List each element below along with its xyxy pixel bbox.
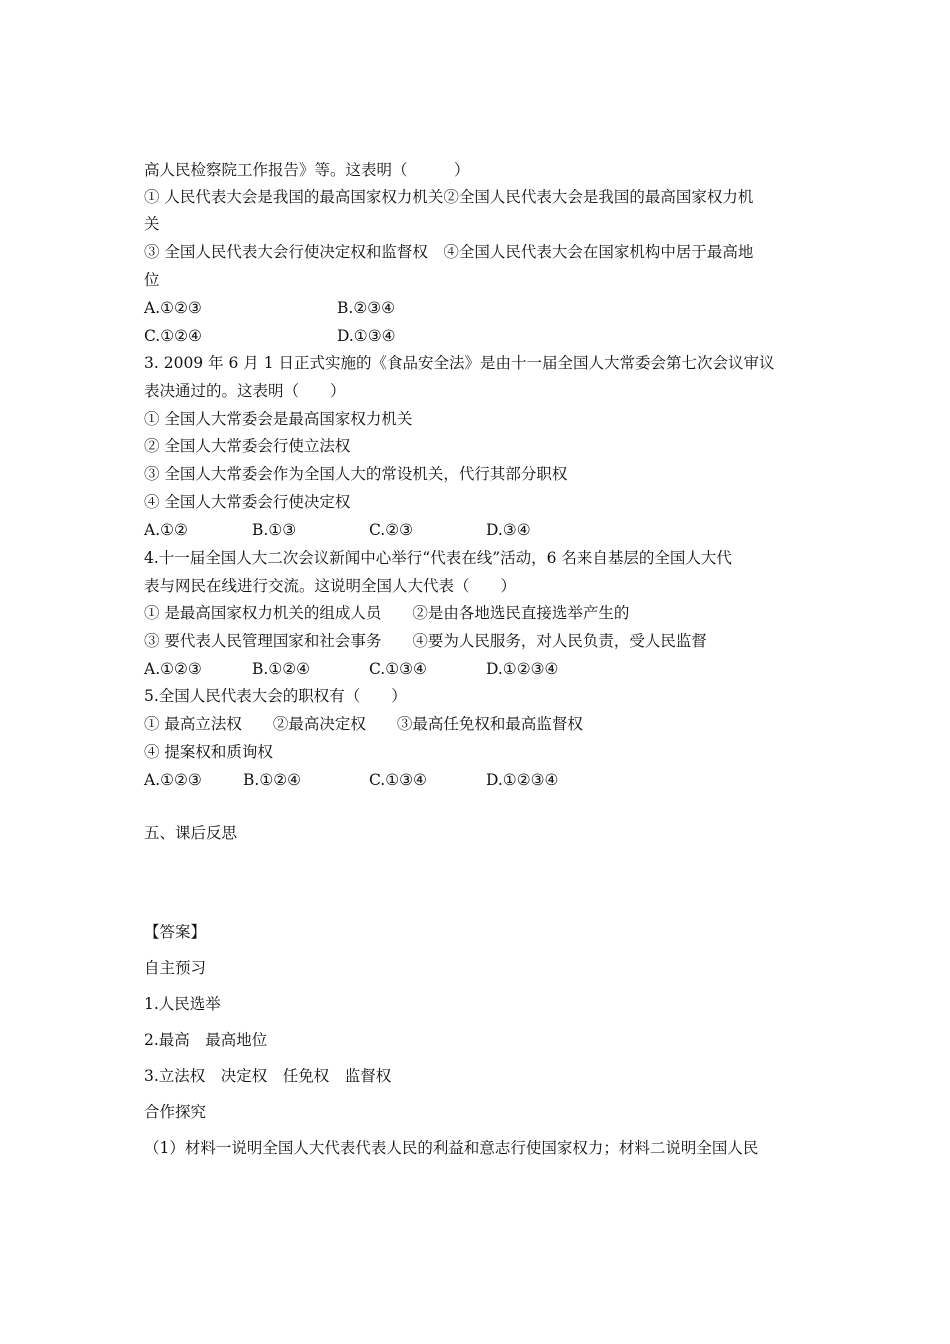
text-line: 表决通过的。这表明（ ） (144, 382, 346, 400)
text-line: 合作探究 (144, 1103, 207, 1121)
text-line: ④ 全国人大常委会行使决定权 (144, 493, 351, 511)
text-line: （1）材料一说明全国人大代表代表人民的利益和意志行使国家权力；材料二说明全国人民 (144, 1139, 759, 1157)
text-line: 高人民检察院工作报告》等。这表明（ ） (144, 161, 470, 179)
text-line: ② 全国人大常委会行使立法权 (144, 437, 351, 455)
text-line: 自主预习 (144, 959, 207, 977)
text-line: 位 (144, 271, 160, 289)
question-3: 3. 2009 年 6 月 1 日正式实施的《食品安全法》是由十一届全国人大常委会第七次会议审议 (144, 354, 775, 372)
text-line: ① 全国人大常委会是最高国家权力机关 (144, 410, 413, 428)
option-d: D.①③④ (337, 327, 396, 345)
option-a: A.①②③ (144, 299, 202, 317)
text-line: ③ 要代表人民管理国家和社会事务 ④要为人民服务，对人民负责，受人民监督 (144, 632, 707, 650)
text-line: 关 (144, 215, 160, 233)
option-c: C.②③ (369, 521, 414, 539)
option-c: C.①③④ (369, 771, 427, 789)
option-a: A.①②③ (144, 660, 202, 678)
text-line: ③ 全国人大常委会作为全国人大的常设机关，代行其部分职权 (144, 465, 568, 483)
text-line: 2.最高 最高地位 (144, 1031, 268, 1049)
option-d: D.①②③④ (486, 771, 559, 789)
option-c: C.①②④ (144, 327, 202, 345)
option-b: B.①②④ (252, 660, 311, 678)
text-line: 表与网民在线进行交流。这说明全国人大代表（ ） (144, 577, 517, 595)
question-5: 5.全国人民代表大会的职权有（ ） (144, 687, 407, 705)
option-c: C.①③④ (369, 660, 427, 678)
option-b: B.②③④ (337, 299, 396, 317)
text-line: 1.人民选举 (144, 995, 221, 1013)
text-line: ③ 全国人民代表大会行使决定权和监督权 ④全国人民代表大会在国家机构中居于最高地 (144, 243, 754, 261)
text-line: ① 最高立法权 ②最高决定权 ③最高任免权和最高监督权 (144, 715, 583, 733)
option-a: A.①② (144, 521, 188, 539)
option-a: A.①②③ (144, 771, 202, 789)
option-b: B.①②④ (243, 771, 302, 789)
text-line: ④ 提案权和质询权 (144, 743, 273, 761)
text-line: ① 是最高国家权力机关的组成人员 ②是由各地选民直接选举产生的 (144, 604, 630, 622)
option-d: D.③④ (486, 521, 531, 539)
question-4: 4.十一届全国人大二次会议新闻中心举行“代表在线”活动，6 名来自基层的全国人大代 (144, 549, 732, 567)
text-line: ① 人民代表大会是我国的最高国家权力机关②全国人民代表大会是我国的最高国家权力机 (144, 188, 754, 206)
section-heading: 五、课后反思 (144, 824, 238, 842)
option-d: D.①②③④ (486, 660, 559, 678)
text-line: 3.立法权 决定权 任免权 监督权 (144, 1067, 392, 1085)
option-b: B.①③ (252, 521, 297, 539)
answer-heading: 【答案】 (144, 923, 207, 941)
